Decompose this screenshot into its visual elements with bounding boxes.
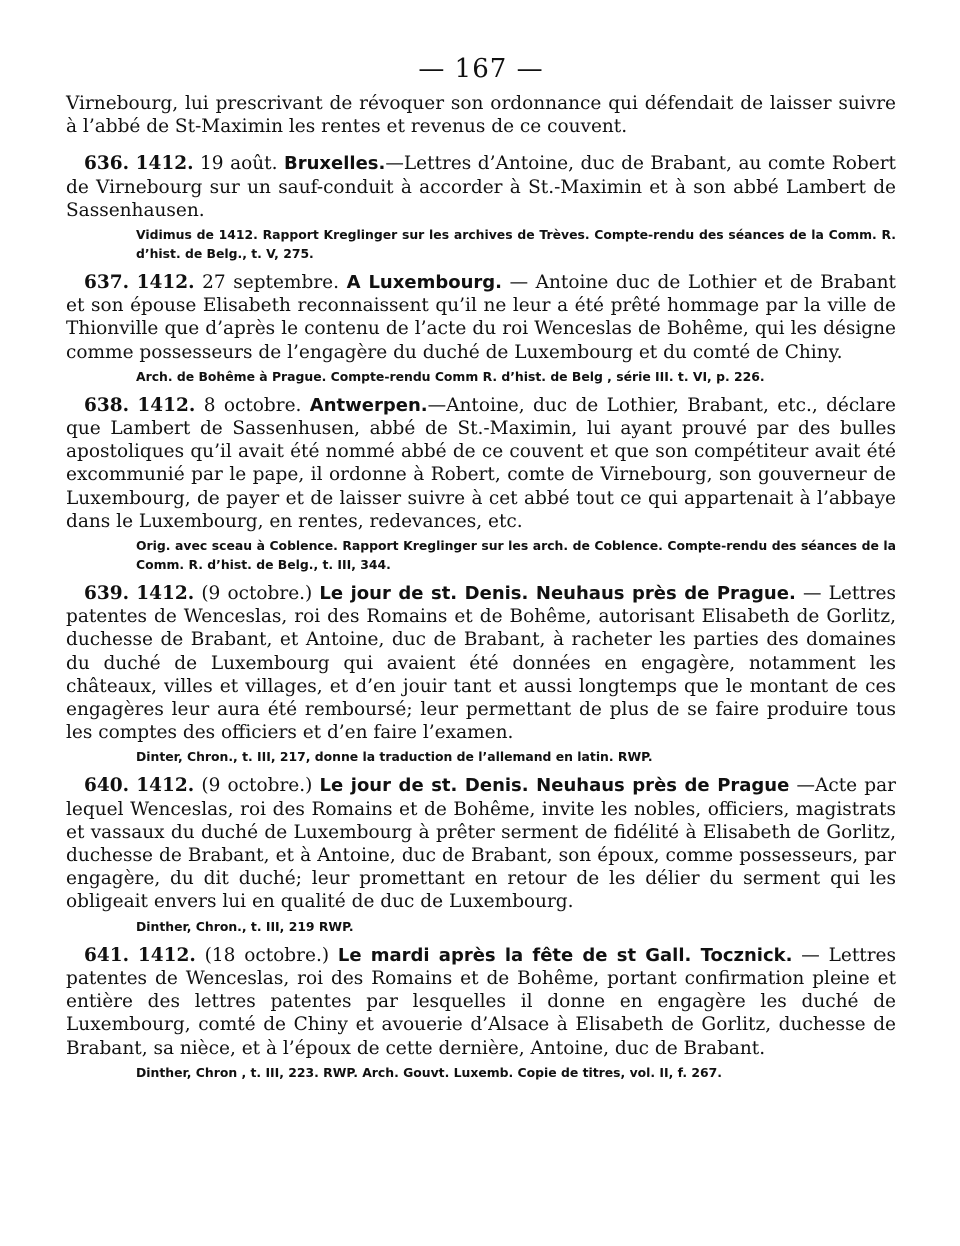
entry-640 [66,774,896,935]
entry-number: 641. [84,944,130,966]
entry-source: Arch. de Bohême à Prague. Compte-rendu Comm R. d’hist. de Belg , série III. t. VI, p. 226. [136,368,765,384]
entry-text: — Lettres patentes de Wenceslas, roi des Romains et de Bohême, autorisant Elisabeth de Gorlitz, duchesse de Brabant, et Antoine, duc de Brabant, à racheter les parties des domaines du duché de Luxembourg qui avaient été données en engagère, notamment les châteaux, villes et villages, et d’en jouir tant et aussi longtemps que le montant de ces engagères leur aura été remboursé; leur permettant de plus de se faire produire tous les comptes des officiers et d’en faire l’examen. [66,583,896,744]
entry-date: (18 octobre.) [204,944,330,966]
entry-year: 1412. [136,583,195,605]
page-number: — 167 — [418,54,544,84]
entry-place: Bruxelles. [284,153,386,175]
entry-number: 638. [84,394,130,416]
entry-number: 636. [84,153,130,175]
entry-body [66,394,896,533]
entry-text: — Lettres patentes de Wenceslas, roi des Romains et de Bohême, portant confirmation pleine et entière des lettres patentes par lesquelles il donne en engagère les duché de Luxembourg, comté de Chiny et avouerie d’Alsace à Elisabeth de Gorlitz, duchesse de Brabant, sa nièce, et à l’époux de cette dernière, Antoine, duc de Brabant. [66,944,896,1059]
entry-body [66,774,896,913]
entry-year: 1412. [136,272,195,294]
entry-639 [66,582,896,766]
entry-body [66,152,896,222]
entry-year: 1412. [137,944,196,966]
entry-source: Dinther, Chron., t. III, 219 RWP. [136,918,354,934]
entry-place: Le mardi après la fête de st Gall. Tocznick. [337,944,793,966]
entry-source: Dinter, Chron., t. III, 217, donne la traduction de l’allemand en latin. RWP. [136,749,653,765]
entry-place: A Luxembourg. [346,272,502,294]
entry-place: Le jour de st. Denis. Neuhaus près de Prague [319,775,790,797]
entry-text: —Antoine, duc de Lothier, Brabant, etc., déclare que Lambert de Sassenhusen, abbé de St.-Maximin, lui ayant prouvé par des bulles apostoliques qu’il avait été nommé abbé de ce couvent et que son compétiteur avait été excommunié par le pape, il ordonne à Robert, comte de Virnebourg, son gouverneur de Luxembourg, de payer et de laisser suivre à cet abbé tout ce qui appartenait à l’abbaye dans le Luxembourg, en rentes, redevances, etc. [66,394,896,532]
entry-source: Vidimus de 1412. Rapport Kreglinger sur les archives de Trèves. Compte-rendu des séances de la Comm. R. d’hist. de Belg., t. V, 275. [136,227,896,262]
entry-place: Antwerpen. [309,394,428,416]
entry-body [66,582,896,744]
entry-source: Dinther, Chron , t. III, 223. RWP. Arch. Gouvt. Luxemb. Copie de titres, vol. II, f. 267. [136,1064,722,1080]
entry-place: Le jour de st. Denis. Neuhaus près de Prague. [319,583,796,605]
entry-date: (9 octobre.) [201,583,313,605]
entry-date: 19 août. [200,153,278,175]
entry-body [66,944,896,1060]
entry-date: 27 septembre. [202,272,339,294]
entry-number: 637. [84,272,130,294]
entry-number: 639. [84,583,130,605]
entry-year: 1412. [136,775,195,797]
entry-641 [66,944,896,1082]
entry-body [66,271,896,364]
entry-text: — Antoine duc de Lothier et de Brabant et son épouse Elisabeth reconnaissent qu’il ne leur a été prêté hommage par la ville de Thionville que d’après le contenu de l’acte du roi Wenceslas de Bohême, qui les désigne comme possesseurs de l’engagère du duché de Luxembourg et du comté de Chiny. [66,272,896,363]
entry-year: 1412. [135,153,194,175]
entry-636 [66,152,896,263]
entry-number: 640. [84,775,130,797]
document-page [66,52,896,1090]
entry-text: —Acte par lequel Wenceslas, roi des Romains et de Bohême, invite les nobles, officiers, magistrats et vassaux du duché de Luxembourg à prêter serment de fidélité à Elisabeth de Gorlitz, duchesse de Brabant, et à Antoine, duc de Brabant, son époux, comme possesseurs, par engagère, du dit duché; leur promettant en retour de les délier du serment qui les obligeait envers lui en qualité de duc de Luxembourg. [66,775,897,913]
entry-638 [66,394,896,574]
intro-paragraph: Virnebourg, lui prescrivant de révoquer son ordonnance qui défendait de laisser suivre à l’abbé de St-Maximin les rentes et revenus de ce couvent. [66,93,896,138]
entry-date: 8 octobre. [203,394,302,416]
entry-date: (9 octobre.) [201,775,313,797]
entry-year: 1412. [137,394,196,416]
entry-source: Orig. avec sceau à Coblence. Rapport Kreglinger sur les arch. de Coblence. Compte-rendu des séances de la Comm. R. d’hist. de Belg., t. III, 344. [136,538,896,573]
entry-text: —Lettres d’Antoine, duc de Brabant, au comte Robert de Virnebourg sur un sauf-conduit à accorder à St.-Maximin et à son abbé Lambert de Sassenhausen. [66,153,896,221]
entry-637 [66,271,896,386]
